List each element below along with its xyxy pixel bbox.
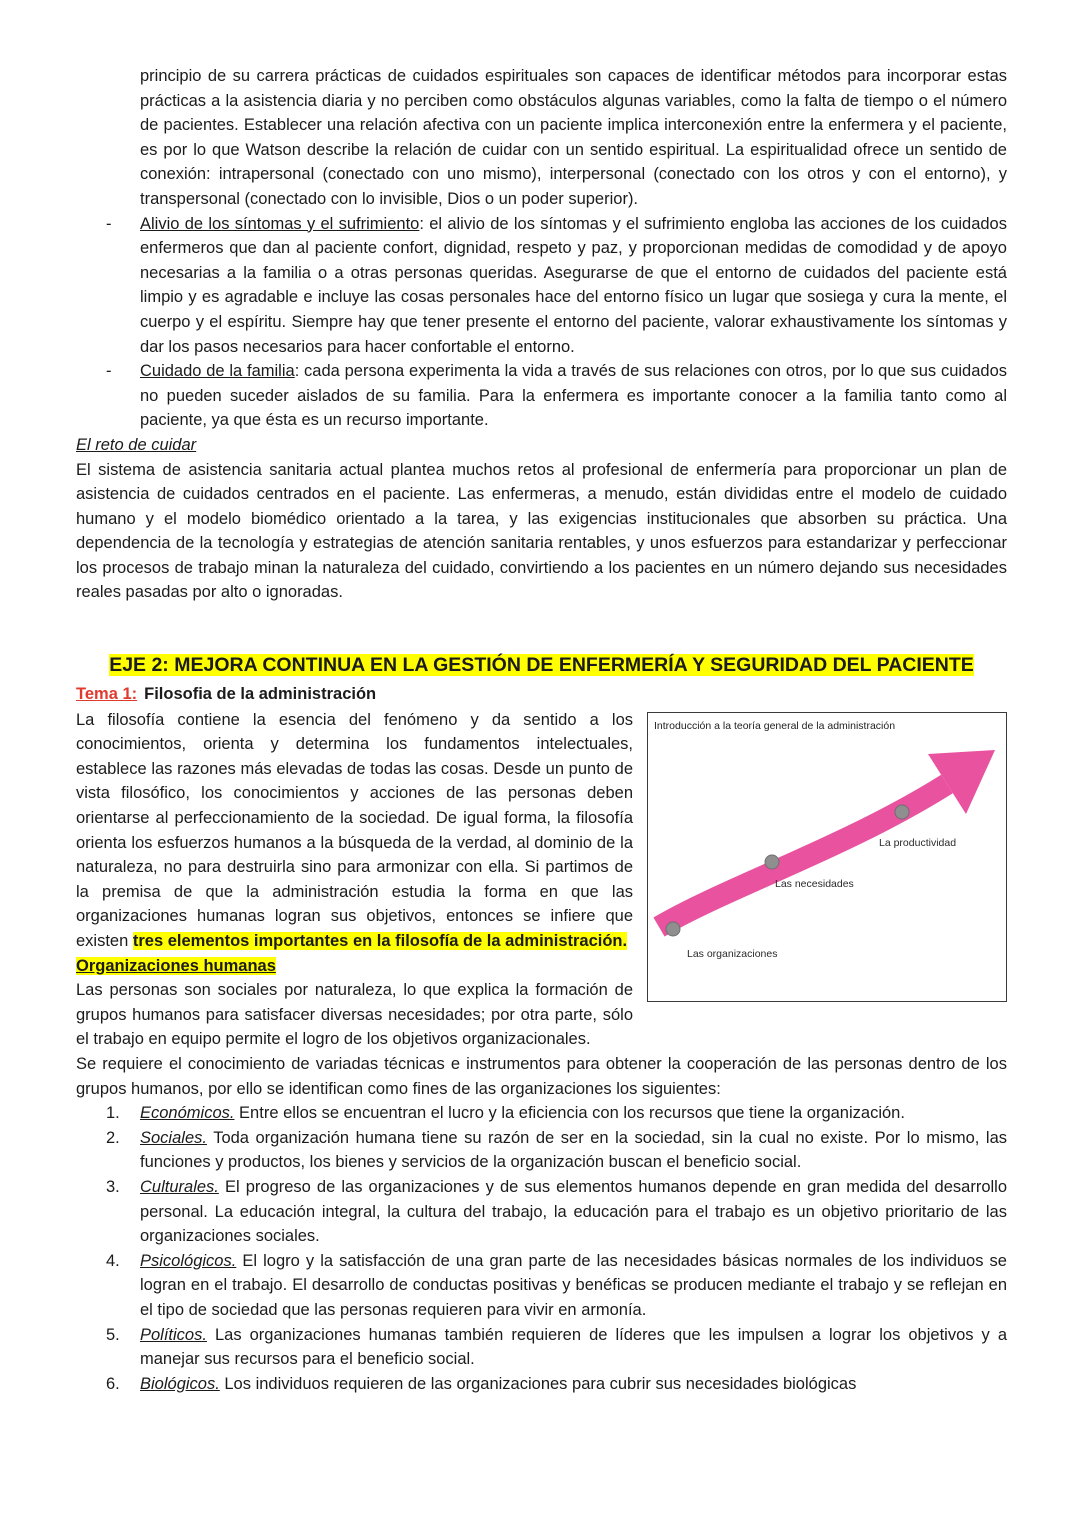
fines-term: Sociales. [140, 1128, 207, 1147]
reto-de-cuidar-section [76, 433, 1007, 605]
organizaciones-paragraph: Las personas son sociales por naturaleza, lo que explica la formación de grupos humanos para satisfacer diversas necesidades; por otra parte, sólo el trabajo en equipo permite el logro de los objetivos organizacionales. [76, 981, 633, 1049]
fines-item-politicos [76, 1323, 1007, 1372]
list-number: 3. [106, 1177, 120, 1196]
fines-body: El logro y la satisfacción de una gran parte de las necesidades básicas normales de los individuos se logran en el trabajo. El desarrollo de conductas positivas y benéficas se producen mediante el trabajo y se reflejan en el tipo de sociedad que las personas requieren para vivir en armonía. [140, 1251, 1007, 1319]
eje2-heading-text: EJE 2: MEJORA CONTINUA EN LA GESTIÓN DE ENFERMERÍA Y SEGURIDAD DEL PACIENTE [109, 654, 974, 677]
philosophy-text: La filosofía contiene la esencia del fenómeno y da sentido a los conocimientos, orienta y determina los fundamentos intelectuales, establece las razones más elevadas de todas las cosas. Desde un punto de vista filosófico, los conocimientos y acciones de las personas deben orientarse al perfeccionamiento de la sociedad. De igual forma, la filosofía orienta los esfuerzos humanos a la búsqueda de la verdad, al dominio de la naturaleza, no para destruirla sino para armonizar con ella. Si partimos de la premisa de que la administración estudia la forma en que las organizaciones humanas logran sus objetivos, entonces se infiere que existen [76, 710, 633, 950]
fines-body: Toda organización humana tiene su razón de ser en la sociedad, sin la cual no existe. Por lo mismo, las funciones y productos, los bienes y servicios de la organización buscan el beneficio social. [140, 1128, 1007, 1172]
fines-list [76, 1101, 1007, 1396]
list-number: 1. [106, 1104, 120, 1123]
fines-term: Psicológicos. [140, 1251, 237, 1270]
reto-heading-text: El reto de cuidar [76, 435, 197, 454]
list-number: 5. [106, 1325, 120, 1344]
fines-item-text [140, 1126, 1007, 1175]
chart-label-productividad: La productividad [879, 836, 957, 849]
bullet-dash: - [106, 214, 112, 233]
care-behaviors-section [76, 64, 1007, 433]
fines-body: El progreso de las organizaciones y de sus elementos humanos depende en gran medida del desarrollo personal. La educación integral, la cultura del trabajo, la educación para el trabajo es un objetivo prioritario de las organizaciones sociales. [140, 1177, 1007, 1246]
fines-term: Culturales. [140, 1177, 219, 1196]
fines-item-text [140, 1249, 1007, 1323]
list-item-cuidado-familia [76, 359, 1007, 433]
reto-body-paragraph: El sistema de asistencia sanitaria actual plantea muchos retos al profesional de enfermería para proporcionar un plan de asistencia de cuidados centrados en el paciente. Las enfermeras, a menudo, están divididas entre el modelo de cuidado humano y el modelo biomédico orientado a la tarea, y las exigencias institucionales que absorben su práctica. Una dependencia de la tecnología y estrategias de atención sanitaria rentables, y unos esfuerzos para estandarizar y perfeccionar los procesos de trabajo minan la naturaleza del cuidado, convirtiendo a los pacientes en un número dejando sus necesidades reales pasadas por alto o ignoradas. [76, 460, 1007, 602]
reto-heading [76, 433, 1007, 458]
list-item-term: Cuidado de la familia [140, 362, 295, 381]
fines-body: Los individuos requieren de las organizaciones para cubrir sus necesidades biológicas [219, 1374, 857, 1393]
bullet-dash: - [106, 362, 112, 381]
philosophy-block [76, 708, 1007, 1052]
philosophy-highlight: tres elementos importantes en la filosofía de la administración. [132, 932, 628, 950]
fines-item-psicologicos [76, 1249, 1007, 1323]
list-number: 6. [106, 1374, 120, 1393]
fines-intro-paragraph: Se requiere el conocimiento de variadas técnicas e instrumentos para obtener la cooperación de las personas dentro de los grupos humanos, por ello se identifican como fines de las organizaciones los siguientes: [76, 1054, 1007, 1098]
chart-label-organizaciones: Las organizaciones [687, 947, 778, 960]
list-item-body: : cada persona experimenta la vida a través de sus relaciones con otros, por lo que sus cuidados no pueden suceder aislados de su familia. Para la enfermera es importante conocer a la familia tanto como al paciente, ya que ésta es un recurso importante. [140, 362, 1008, 430]
eje2-heading [76, 651, 1007, 679]
organizaciones-heading-text: Organizaciones humanas [76, 956, 276, 975]
fines-item-text [140, 1372, 1007, 1397]
fines-item-biologicos [76, 1372, 1007, 1397]
fines-item-text [140, 1323, 1007, 1372]
fines-term: Económicos. [140, 1104, 235, 1123]
fines-item-text [140, 1175, 1007, 1249]
list-item-text [140, 212, 1007, 360]
curve-point-dot [765, 855, 779, 869]
chart-title: Introducción a la teoría general de la administración [654, 719, 896, 732]
list-item-term: Alivio de los síntomas y el sufrimiento [140, 214, 420, 233]
list-item-text [140, 359, 1007, 433]
fines-item-culturales [76, 1175, 1007, 1249]
list-item-alivio-sintomas [76, 212, 1007, 360]
fines-term: Biológicos. [140, 1374, 220, 1393]
list-number: 4. [106, 1251, 120, 1270]
admin-theory-chart [647, 712, 1007, 1002]
paragraph-spiritual-care: principio de su carrera prácticas de cuidados espirituales son capaces de identificar métodos para incorporar estas prácticas a la asistencia diaria y no perciben como obstáculos algunas variables, como la falta de tiempo o el número de pacientes. Establecer una relación afectiva con un paciente implica interconexión entre la enfermera y el paciente, es por lo que Watson describe la relación de cuidar con un sentido espiritual. La espiritualidad ofrece un sentido de conexión: intrapersonal (conectado con uno mismo), interpersonal (conectado con los otros y con el entorno), y transpersonal (conectado con lo invisible, Dios o un poder superior). [140, 67, 1007, 208]
chart-label-necesidades: Las necesidades [775, 877, 854, 890]
fines-item-sociales [76, 1126, 1007, 1175]
admin-theory-figure [647, 712, 1007, 1002]
list-item-body: : el alivio de los síntomas y el sufrimiento engloba las acciones de los cuidados enfermeros que dan al paciente confort, dignidad, respeto y paz, y proporcionan medidas de comodidad y de apoyo necesarias a la familia o a otras personas queridas. Asegurarse de que el entorno de cuidados del paciente está limpio y es agradable e incluye las cosas personales hace del entorno físico un lugar que sosiega y cura la mente, el cuerpo y el espíritu. Siempre hay que tener presente el entorno del paciente, valorar exhaustivamente los síntomas y dar los pasos necesarios para hacer confortable el entorno. [140, 214, 1007, 356]
tema1-title: Filosofia de la administración [144, 685, 377, 704]
curve-point-dot [666, 922, 680, 936]
fines-item-text [140, 1101, 1007, 1126]
tema1-label: Tema 1: [76, 685, 138, 704]
fines-term: Políticos. [140, 1325, 207, 1344]
fines-item-economicos [76, 1101, 1007, 1126]
fines-body: Las organizaciones humanas también requieren de líderes que les impulsen a lograr los objetivos y a manejar sus recursos para el beneficio social. [140, 1325, 1007, 1369]
fines-body: Entre ellos se encuentran el lucro y la eficiencia con los recursos que tiene la organización. [234, 1104, 905, 1123]
tema1-line [76, 682, 1007, 707]
list-number: 2. [106, 1128, 120, 1147]
curve-point-dot [895, 805, 909, 819]
